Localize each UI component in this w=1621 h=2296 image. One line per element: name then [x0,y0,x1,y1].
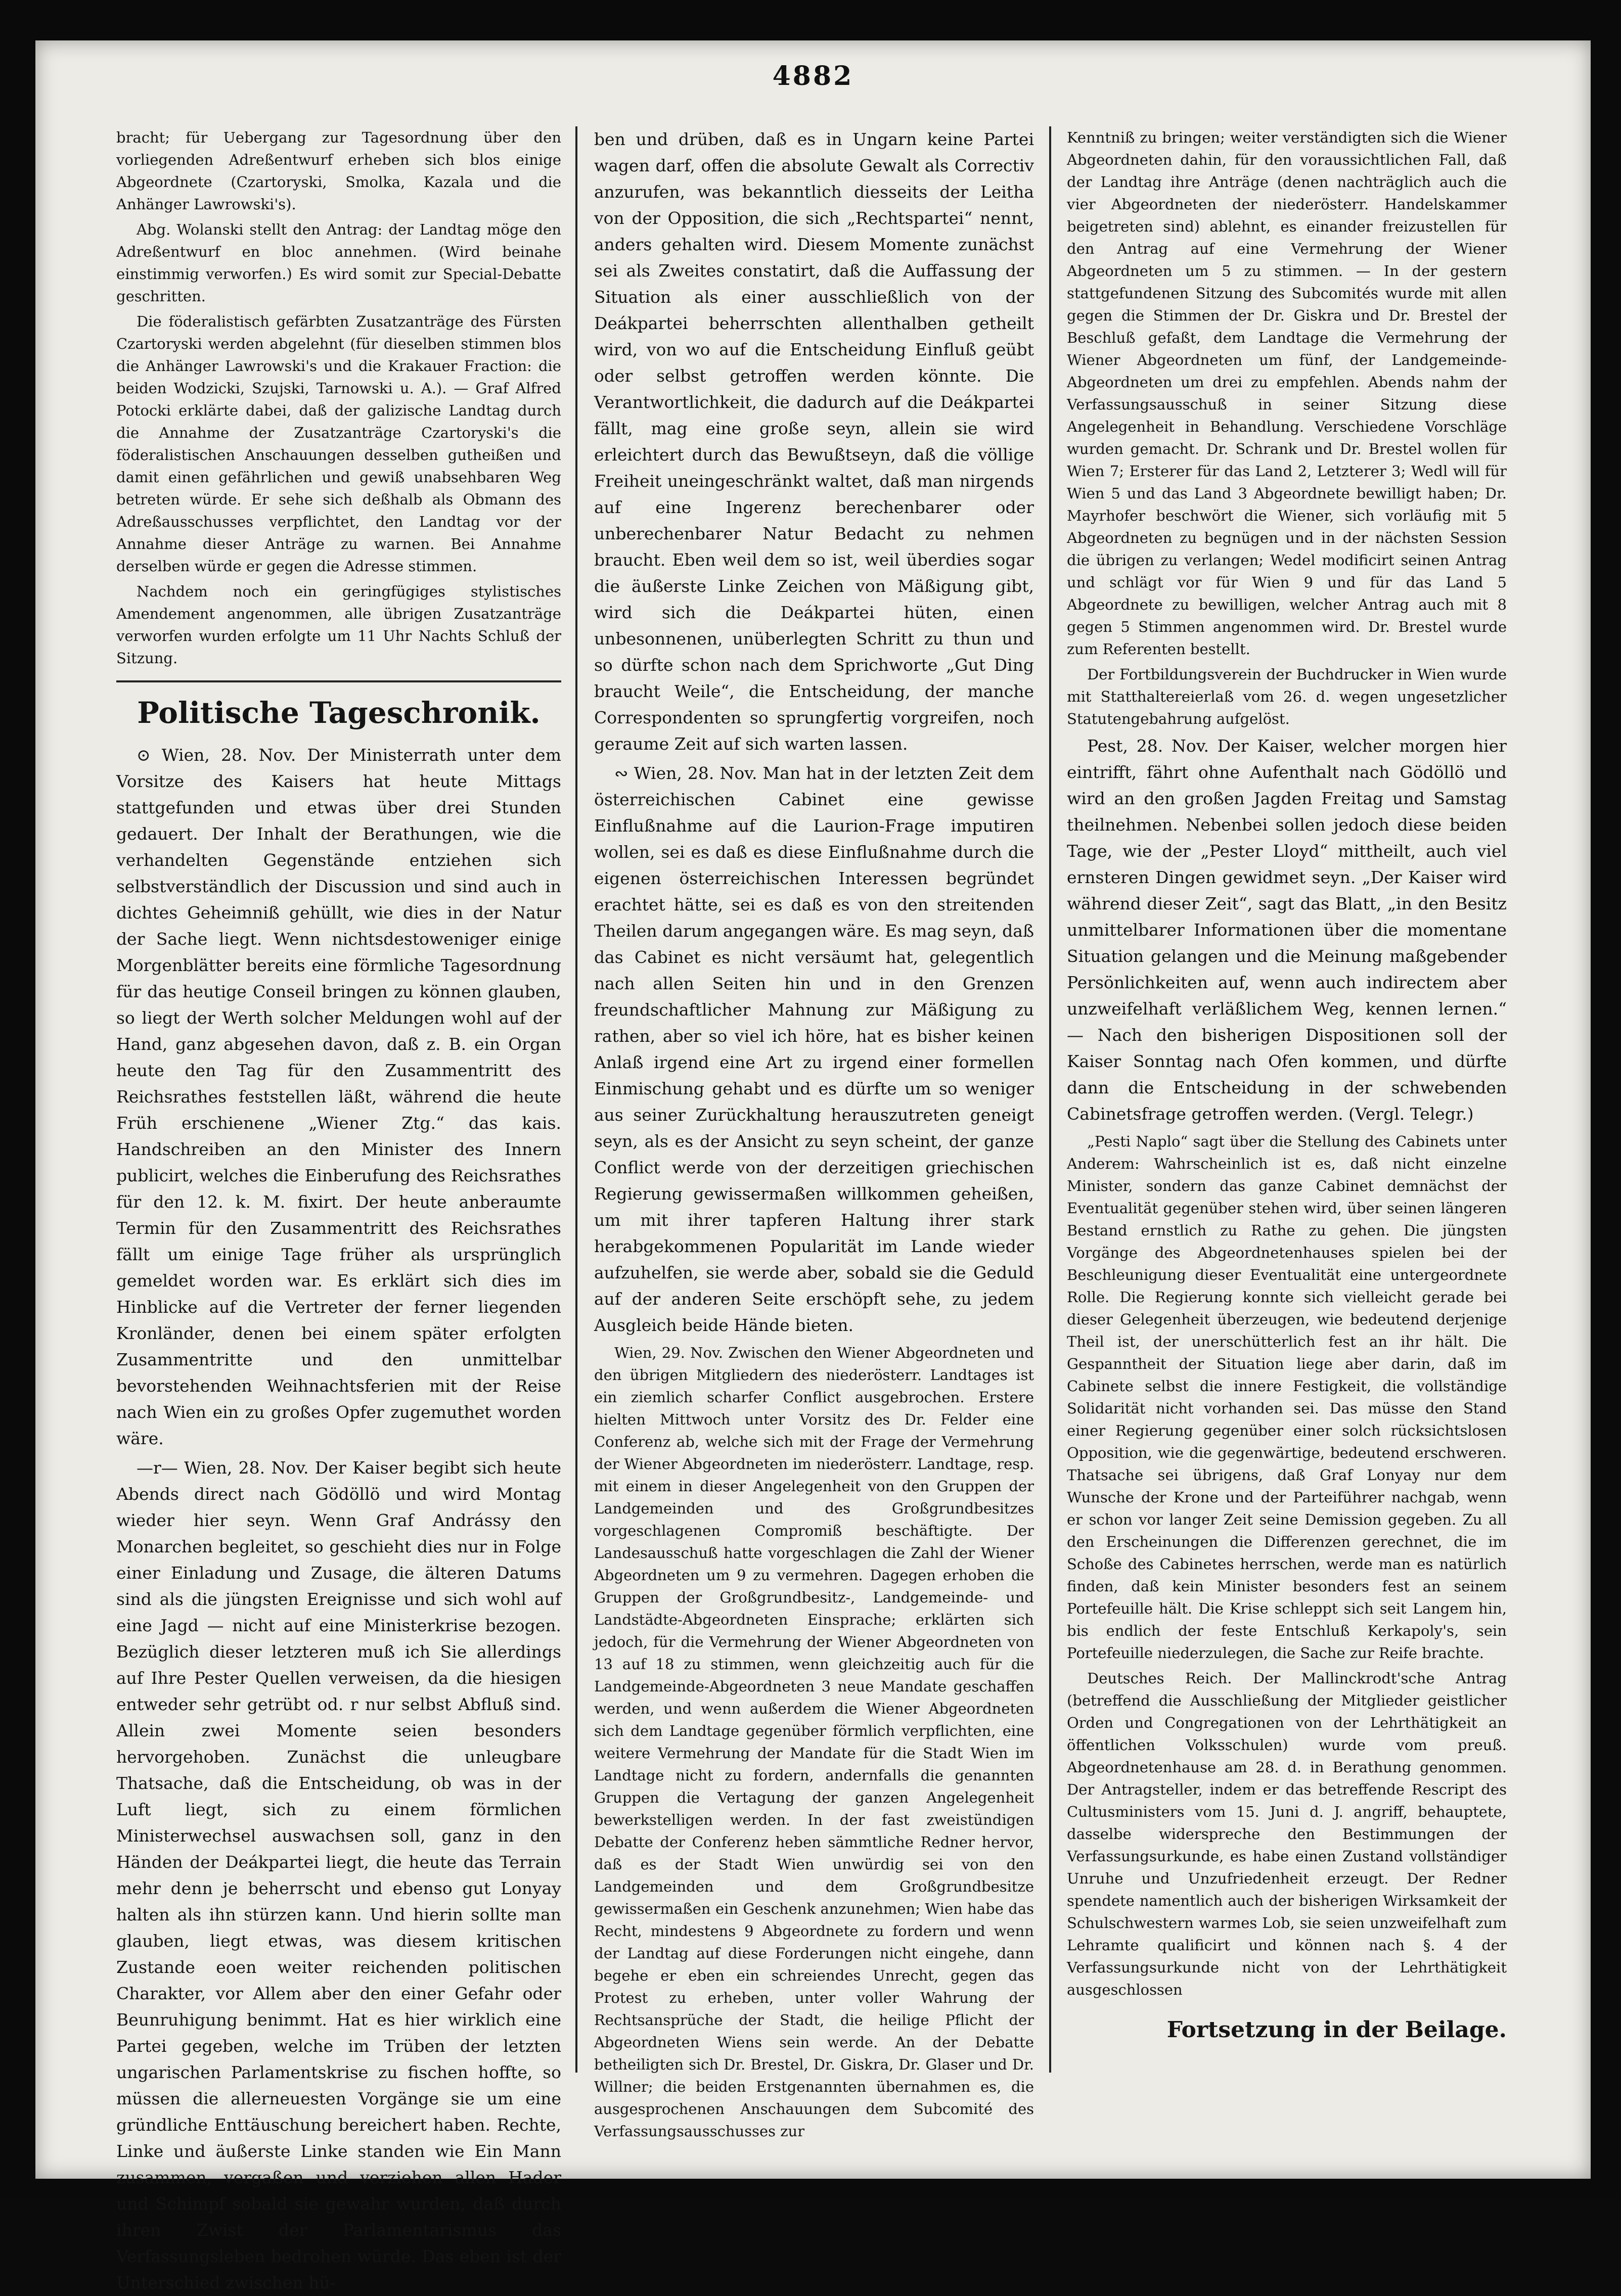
paragraph: Abg. Wolanski stellt den Antrag: der Landtag möge den Adreßentwurf en bloc annehmen. (Wird beinahe einstimmig verworfen.) Es wird somit zur Special-Debatte geschritten. [116,221,561,305]
paragraph: Pest, 28. Nov. Der Kaiser, welcher morgen hier eintrifft, fährt ohne Aufenthalt nach Gödöllö und wird an den großen Jagden Freitag und Samstag theilnehmen. Nebenbei sollen jedoch diese beiden Tage, wie der „Pester Lloyd“ mittheilt, auch viel ernsteren Dingen gewidmet seyn. „Der Kaiser wird während dieser Zeit“, sagt das Blatt, „in den Besitz unmittelbarer Informationen über die momentane Situation gelangen und die Meinung maßgebender Persönlichkeiten auf, wenn auch indirectem aber unzweifelhaft verläßlichem Weg, kennen lernen.“ — Nach den bisherigen Dispositionen soll der Kaiser Sonntag nach Ofen kommen, und dürfte dann die Entscheidung in der schwebenden Cabinetsfrage getroffen werden. (Vergl. Telegr.) [1067,736,1507,1124]
paragraph: ∾ Wien, 28. Nov. Man hat in der letzten Zeit dem österreichischen Cabinet eine gewisse Einflußnahme auf die Laurion-Frage imputiren wollen, sei es daß es diese Einflußnahme durch die eigenen österreichischen Interessen begründet erachtet hätte, sei es daß es von den streitenden Theilen darum angegangen wäre. Es mag seyn, daß das Cabinet es nicht versäumt hat, gelegentlich nach allen Seiten hin und in den Grenzen freundschaftlicher Mahnung zur Mäßigung zu rathen, aber so viel ich höre, hat es bisher keinen Anlaß irgend eine Art zu irgend einer formellen Einmischung gehabt und es dürfte um so weniger aus seiner Zurückhaltung herauszutreten geneigt seyn, als es der Ansicht zu seyn scheint, der ganze Conflict werde von der derzeitigen griechischen Regierung gewissermaßen willkommen geheißen, um mit ihrer tapferen Haltung ihrer stark herabgekommenen Popularität im Lande wieder aufzuhelfen, sie werde aber, sobald sie die Geduld auf der anderen Seite erschöpft sehe, zu jedem Ausgleich beide Hände bieten. [594,763,1034,1335]
article-body-small [1067,126,1507,730]
paragraph: Nachdem noch ein geringfügiges stylistisches Amendement angenommen, alle übrigen Zusatzanträge verworfen wurden erfolgte um 11 Uhr Nachts Schluß der Sitzung. [116,583,561,667]
column-3 [1067,126,1507,2073]
article-body [116,742,561,2296]
section-heading: Politische Tageschronik. [137,696,541,730]
column-rule [575,126,577,2073]
newspaper-page [35,40,1591,2292]
section-divider [116,680,561,682]
article-body [1067,733,1507,1127]
column-1 [116,126,561,2292]
article-body-small [594,1342,1034,2142]
column-rule [1049,126,1051,2073]
article-body [594,126,1034,1339]
paragraph: —r— Wien, 28. Nov. Der Kaiser begibt sich heute Abends direct nach Gödöllö und wird Montag wieder hier seyn. Wenn Graf Andrássy den Monarchen begleitet, so geschieht dies nur in Folge einer Einladung und Zusage, die älteren Datums sind als die jüngsten Ereignisse und sich wohl auf eine Jagd — nicht auf eine Ministerkrise bezogen. Bezüglich dieser letzteren muß ich Sie allerdings auf Ihre Pester Quellen verweisen, da die hiesigen entweder sehr getrübt od. r nur selbst Abfluß sind. Allein zwei Momente seien besonders hervorgehoben. Zunächst die unleugbare Thatsache, daß die Entscheidung, ob was in der Luft liegt, sich zu einem förmlichen Ministerwechsel auswachsen soll, ganz in den Händen der Deákpartei liegt, die heute das Terrain mehr denn je beherrscht und ebenso gut Lonyay halten als ihn stürzen kann. Und hierin sollte man glauben, liegt etwas, was diesem kritischen Zustande eoen weiter reichenden politischen Charakter, vor Allem aber den einer Gefahr oder Beunruhigung benimmt. Hat es hier wirklich eine Partei gegeben, welche im Trüben der letzten ungarischen Parlamentskrise zu fischen hoffte, so müssen die allerneuesten Vorgänge sie um eine gründliche Enttäuschung bereichert haben. Rechte, Linke und äußerste Linke standen wie Ein Mann zusammen, vergaßen und verziehen allen Hader und Schimpf sobald sie gewahr wurden, daß durch ihren Zwist der Parlamentarismus das Verfassungsleben bedrohen würde. Das eben ist der Unterschied zwischen hü- [116,1458,561,2292]
paragraph: Der Fortbildungsverein der Buchdrucker in Wien wurde mit Statthaltereierlaß vom 26. d. wegen ungesetzlicher Statutengebahrung aufgelöst. [1067,666,1507,727]
paragraph: Die föderalistisch gefärbten Zusatzanträge des Fürsten Czartoryski werden abgelehnt (für dieselben stimmen blos die Anhänger Lawrowski's und die Krakauer Fraction: die beiden Wodzicki, Szujski, Tarnowski u. A.). — Graf Alfred Potocki erklärte dabei, daß der galizische Landtag durch die Annahme der Zusatzanträge Czartoryski's die föderalistischen Anschauungen desselben gutheißen und damit einen gefährlichen und gewiß unabsehbaren Weg betreten würde. Er sehe sich deßhalb als Obmann des Adreßausschusses verpflichtet, den Landtag vor der Annahme dieser Anträge zu warnen. Bei Annahme derselben würde er gegen die Adresse stimmen. [116,313,561,575]
paragraph: Wien, 29. Nov. Zwischen den Wiener Abgeordneten und den übrigen Mitgliedern des niederösterr. Landtages ist ein ziemlich scharfer Conflict ausgebrochen. Erstere hielten Mittwoch unter Vorsitz des Dr. Felder eine Conferenz ab, welche sich mit der Frage der Vermehrung der Wiener Abgeordneten im niederösterr. Landtage, resp. mit einem in dieser Angelegenheit von den Gruppen der Landgemeinden und des Großgrundbesitzes vorgeschlagenen Compromiß beschäftigte. Der Landesausschuß hatte vorgeschlagen die Zahl der Wiener Abgeordneten um 9 zu vermehren. Dagegen erhoben die Gruppen der Großgrundbesitz-, Landgemeinde- und Landstädte-Abgeordneten Einsprache; erklärten sich jedoch, für die Vermehrung der Wiener Abgeordneten von 13 auf 18 zu stimmen, wenn gleichzeitig auch für die Landgemeinde-Abgeordneten 3 neue Mandate geschaffen werden, und wenn außerdem die Wiener Abgeordneten sich dem Landtage gegenüber förmlich verpflichten, eine weitere Vermehrung der Mandate für die Stadt Wien im Landtage nicht zu fordern, andernfalls die genannten Gruppen die Vertagung der ganzen Angelegenheit bewerkstelligen werden. In der fast zweistündigen Debatte der Conferenz heben sämmtliche Redner hervor, daß es der Stadt Wien unwürdig sei von den Landgemeinden und dem Großgrundbesitze gewissermaßen ein Geschenk anzunehmen; Wien habe das Recht, mindestens 9 Abgeordnete zu fordern und wenn der Landtag auf diese Forderungen nicht eingehe, dann begehe er eben ein schreiendes Unrecht, gegen das Protest zu erheben, unter voller Wahrung der Rechtsansprüche der Stadt, die heilige Pflicht der Abgeordneten Wiens sein werde. An der Debatte betheiligten sich Dr. Brestel, Dr. Giskra, Dr. Glaser und Dr. Willner; die beiden Erstgenannten übernahmen es, die ausgesprochenen Anschauungen dem Subcomité des Verfassungsausschusses zur [594,1344,1034,2140]
article-body-small [1067,1130,1507,2001]
continued-note: Fortsetzung in der Beilage. [1166,2017,1507,2043]
paragraph: Kenntniß zu bringen; weiter verständigten sich die Wiener Abgeordneten dahin, für den voraussichtlichen Fall, daß der Landtag ihre Anträge (denen nachträglich auch die vier Abgeordneten der niederösterr. Handelskammer beigetreten sind) ablehnt, es einander freizustellen für den Antrag auf eine Vermehrung der Wiener Abgeordneten um 5 zu stimmen. — In der gestern stattgefundenen Sitzung des Subcomités wurde mit allen gegen die Stimmen der Dr. Giskra und Dr. Brestel der Beschluß gefaßt, dem Landtage die Vermehrung der Wiener Abgeordneten um fünf, der Landgemeinde-Abgeordneten um drei zu empfehlen. Abends nahm der Verfassungsausschuß in seiner Sitzung diese Angelegenheit in Behandlung. Verschiedene Vorschläge wurden gemacht. Dr. Schrank und Dr. Brestel wollen für Wien 7; Ersterer für das Land 2, Letzterer 3; Wedl will für Wien 5 und das Land 3 Abgeordnete bewilligt haben; Dr. Mayrhofer beschwört die Wiener, sich vorläufig mit 5 Abgeordneten zu begnügen und in der nächsten Session die übrigen zu verlangen; Wedel modificirt seinen Antrag und schlägt vor für Wien 9 und für das Land 5 Abgeordnete zu bewilligen, welcher Antrag auch mit 8 gegen 5 Stimmen angenommen wird. Dr. Brestel wurde zum Referenten bestellt. [1067,129,1507,658]
paragraph: bracht; für Uebergang zur Tagesordnung über den vorliegenden Adreßentwurf erheben sich blos einige Abgeordnete (Czartoryski, Smolka, Kazala und die Anhänger Lawrowski's). [116,129,561,213]
session-report [116,126,561,669]
paragraph: Deutsches Reich. Der Mallinckrodt'sche Antrag (betreffend die Ausschließung der Mitglieder geistlicher Orden und Congregationen von der Lehrthätigkeit an öffentlichen Volksschulen) wurde vom preuß. Abgeordnetenhause am 28. d. in Berathung genommen. Der Antragsteller, indem er das betreffende Rescript des Cultusministers vom 15. Juni d. J. angriff, behauptete, dasselbe widerspreche den Bestimmungen der Verfassungsurkunde, es habe einen Zustand vollständiger Unruhe und Unzufriedenheit erzeugt. Der Redner spendete namentlich auch der bisherigen Wirksamkeit der Schulschwestern warmes Lob, sie seien unzweifelhaft zum Lehramte qualificirt und können nach §. 4 der Verfassungsurkunde nicht von der Lehrthätigkeit ausgeschlossen [1067,1670,1507,1998]
paragraph: ben und drüben, daß es in Ungarn keine Partei wagen darf, offen die absolute Gewalt als Correctiv anzurufen, was bekanntlich diesseits der Leitha von der Opposition, die sich „Rechtspartei“ nennt, anders gehalten wird. Diesem Momente zunächst sei als Zweites constatirt, daß die Auffassung der Situation als einer ausschließlich von der Deákpartei beherrschten allenthalben getheilt wird, von wo auf die Entscheidung Einfluß geübt oder selbst getroffen werden könnte. Die Verantwortlichkeit, die dadurch auf die Deákpartei fällt, mag eine große seyn, allein sie wird erleichtert durch das Bewußtseyn, daß die völlige Freiheit uneingeschränkt waltet, daß man nirgends auf eine Ingerenz berechenbarer oder unberechenbarer Natur Bedacht zu nehmen braucht. Eben weil dem so ist, weil überdies sogar die äußerste Linke Zeichen von Mäßigung gibt, wird sich die Deákpartei hüten, einen unbesonnenen, unüberlegten Schritt zu thun und so dürfte schon nach dem Sprichworte „Gut Ding braucht Weile“, die Entscheidung, der manche Correspondenten so sprungfertig vorgreifen, noch geraume Zeit auf sich warten lassen. [594,129,1034,754]
page-number: 4882 [772,61,854,91]
paragraph: „Pesti Naplo“ sagt über die Stellung des Cabinets unter Anderem: Wahrscheinlich ist es, daß nicht einzelne Minister, sondern das ganze Cabinet demnächst der Eventualität gegenüber stehen wird, über seinen längeren Bestand ernstlich zu Rathe zu gehen. Die jüngsten Vorgänge des Abgeordnetenhauses spielen bei der Beschleunigung dieser Eventualität eine untergeordnete Rolle. Die Regierung konnte sich vielleicht gerade bei dieser Gelegenheit überzeugen, wie bedeutend derjenige Theil ist, der unerschütterlich fest an ihr hält. Die Gespanntheit der Situation liege aber darin, daß im Cabinete selbst die innere Festigkeit, die vollständige Solidarität nicht vorhanden sei. Das müsse den Stand einer Regierung gegenüber einer solch rücksichtslosen Opposition, wie die gegenwärtige, bedeutend erschweren. Thatsache sei übrigens, daß Graf Lonyay nur dem Wunsche der Krone und der Parteiführer nachgab, wenn er schon vor langer Zeit seine Demission gegeben. Zu all den Erscheinungen die Differenzen gerechnet, die im Schoße des Cabinetes herrschen, werde man es natürlich finden, daß kein Minister besonders fest an seinem Portefeuille hält. Die Krise schleppt sich seit Langem hin, bis endlich der feste Entschluß Kerkapoly's, sein Portefeuille niederzulegen, die Sache zur Reife brachte. [1067,1133,1507,1662]
column-2 [594,126,1034,2140]
paragraph: ⊙ Wien, 28. Nov. Der Ministerrath unter dem Vorsitze des Kaisers hat heute Mittags stattgefunden und etwas über drei Stunden gedauert. Der Inhalt der Berathungen, wie die verhandelten Gegenstände entziehen sich selbstverständlich der Discussion und sind auch in dichtes Geheimniß gehüllt, wie dies in der Natur der Sache liegt. Wenn nichtsdestoweniger einige Morgenblätter bereits eine förmliche Tagesordnung für das heutige Conseil bringen zu können glauben, so liegt der Werth solcher Meldungen wohl auf der Hand, ganz abgesehen davon, daß z. B. ein Organ heute den Tag für den Zusammentritt des Reichsrathes feststellen läßt, während die heute Früh erschienene „Wiener Ztg.“ das kais. Handschreiben an den Minister des Innern publicirt, welches die Einberufung des Reichsrathes für den 12. k. M. fixirt. Der heute anberaumte Termin für den Zusammentritt des Reichsrathes fällt um einige Tage früher als ursprünglich gemeldet worden war. Es erklärt sich dies im Hinblicke auf die Vertreter der ferner liegenden Kronländer, denen bei einem später erfolgten Zusammentritte und den unmittelbar bevorstehenden Weihnachtsferien mit der Reise nach Wien ein zu großes Opfer zugemuthet worden wäre. [116,745,561,1448]
